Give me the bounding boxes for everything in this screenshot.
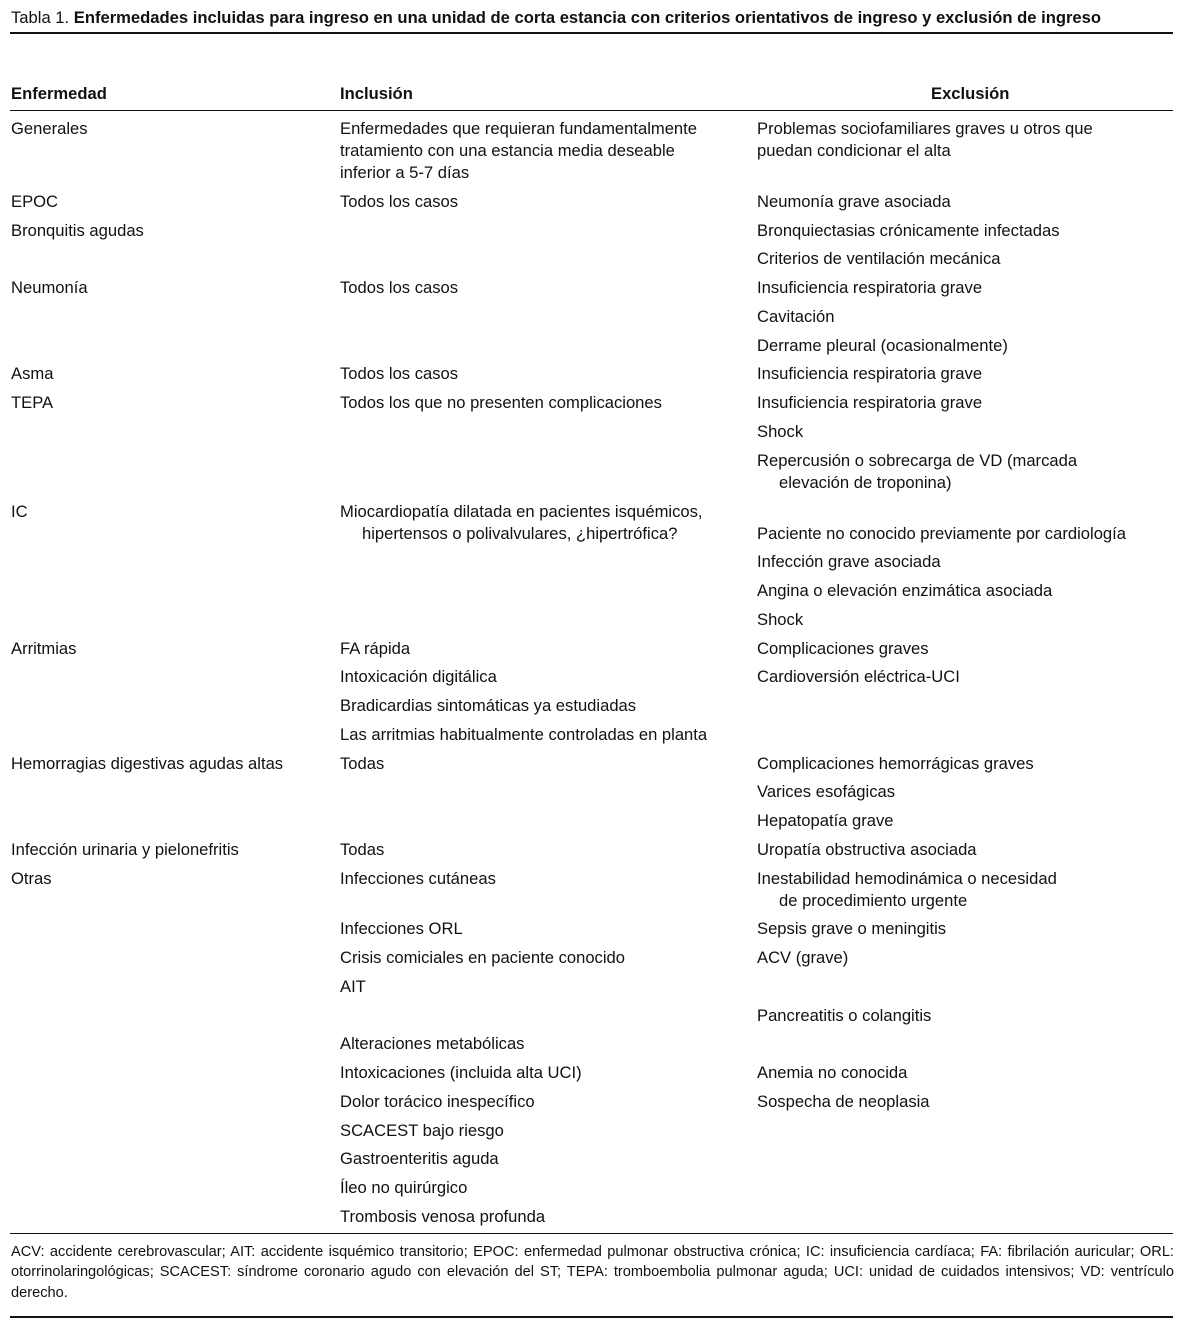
exclusion-generales-line2: puedan condicionar el alta	[757, 141, 951, 160]
inclusion-otras-7: Dolor torácico inespecífico	[340, 1092, 535, 1111]
inclusion-generales-line2: tratamiento con una estancia media deseable	[340, 141, 675, 160]
exclusion-ic-1: Paciente no conocido previamente por cardiología	[757, 524, 1126, 543]
exclusion-arritmias-2: Cardioversión eléctrica-UCI	[757, 667, 960, 686]
exclusion-otras-4: Pancreatitis o colangitis	[757, 1006, 932, 1025]
exclusion-hemorragias-2: Varices esofágicas	[757, 782, 896, 801]
exclusion-hemorragias-1: Complicaciones hemorrágicas graves	[757, 754, 1034, 773]
inclusion-epoc: Todos los casos	[340, 192, 459, 211]
disease-epoc: EPOC	[11, 192, 59, 211]
header-rule	[10, 110, 1173, 111]
inclusion-otras-1: Infecciones cutáneas	[340, 869, 496, 888]
exclusion-arritmias-1: Complicaciones graves	[757, 639, 929, 658]
inclusion-generales-line1: Enfermedades que requieran fundamentalmente	[340, 119, 698, 138]
column-header-exclusion: Exclusión	[931, 84, 1010, 103]
inclusion-infeccion-urinaria: Todas	[340, 840, 385, 859]
disease-generales: Generales	[11, 119, 88, 138]
inclusion-otras-5: Alteraciones metabólicas	[340, 1034, 525, 1053]
exclusion-neumonia-2: Cavitación	[757, 307, 835, 326]
table-footnote: ACV: accidente cerebrovascular; AIT: accidente isquémico transitorio; EPOC: enfermedad pulmonar obstructiva crónica; IC: insuficiencia cardíaca; FA: fibrilación auricular; ORL: otorrinolaringológicas; SCACEST: síndrome coronario agudo con elevación del ST; TEPA: tromboembolia pulmonar aguda; UCI: unidad de cuidados intensivos; VD: ventrículo derecho.	[11, 1244, 1174, 1301]
inclusion-otras-6: Intoxicaciones (incluida alta UCI)	[340, 1063, 582, 1082]
exclusion-ic-3: Angina o elevación enzimática asociada	[757, 581, 1053, 600]
inclusion-otras-8: SCACEST bajo riesgo	[340, 1121, 504, 1140]
exclusion-ic-4: Shock	[757, 610, 804, 629]
exclusion-epoc-2: Bronquiectasias crónicamente infectadas	[757, 221, 1060, 240]
exclusion-otras-2: Sepsis grave o meningitis	[757, 919, 947, 938]
top-rule	[10, 32, 1173, 34]
exclusion-asma: Insuficiencia respiratoria grave	[757, 364, 983, 383]
inclusion-otras-2: Infecciones ORL	[340, 919, 463, 938]
exclusion-neumonia-1: Insuficiencia respiratoria grave	[757, 278, 983, 297]
exclusion-otras-3: ACV (grave)	[757, 948, 849, 967]
disease-neumonia: Neumonía	[11, 278, 88, 297]
exclusion-otras-1-line2: de procedimiento urgente	[779, 891, 968, 910]
exclusion-otras-1-line1: Inestabilidad hemodinámica o necesidad	[757, 869, 1057, 888]
inclusion-otras-10: Íleo no quirúrgico	[340, 1178, 468, 1197]
column-header-inclusion: Inclusión	[340, 84, 413, 103]
inclusion-hemorragias: Todas	[340, 754, 385, 773]
caption-label: Tabla 1.	[11, 8, 70, 27]
exclusion-neumonia-3: Derrame pleural (ocasionalmente)	[757, 336, 1008, 355]
exclusion-tepa-2: Shock	[757, 422, 804, 441]
exclusion-infeccion-urinaria: Uropatía obstructiva asociada	[757, 840, 977, 859]
inclusion-ic-line1: Miocardiopatía dilatada en pacientes isquémicos,	[340, 502, 703, 521]
caption-title: Enfermedades incluidas para ingreso en una unidad de corta estancia con criterios orientativos de ingreso y exclusión de ingreso	[73, 8, 1102, 27]
exclusion-otras-6: Sospecha de neoplasia	[757, 1092, 930, 1111]
inclusion-arritmias-1: FA rápida	[340, 639, 411, 658]
footer-rule	[10, 1233, 1173, 1234]
inclusion-generales-line3: inferior a 5-7 días	[340, 163, 470, 182]
disease-infeccion-urinaria: Infección urinaria y pielonefritis	[11, 840, 239, 859]
inclusion-otras-3: Crisis comiciales en paciente conocido	[340, 948, 625, 967]
exclusion-tepa-1: Insuficiencia respiratoria grave	[757, 393, 983, 412]
exclusion-hemorragias-3: Hepatopatía grave	[757, 811, 894, 830]
inclusion-arritmias-4: Las arritmias habitualmente controladas en planta	[340, 725, 708, 744]
disease-asma: Asma	[11, 364, 54, 383]
inclusion-ic-line2: hipertensos o polivalvulares, ¿hipertrófica?	[362, 524, 678, 543]
bottom-rule	[10, 1316, 1173, 1318]
exclusion-tepa-3-line1: Repercusión o sobrecarga de VD (marcada	[757, 451, 1078, 470]
exclusion-epoc-1: Neumonía grave asociada	[757, 192, 951, 211]
disease-arritmias: Arritmias	[11, 639, 77, 658]
inclusion-arritmias-3: Bradicardias sintomáticas ya estudiadas	[340, 696, 637, 715]
disease-hemorragias: Hemorragias digestivas agudas altas	[11, 754, 284, 773]
inclusion-otras-11: Trombosis venosa profunda	[340, 1207, 546, 1226]
exclusion-generales-line1: Problemas sociofamiliares graves u otros que	[757, 119, 1093, 138]
disease-ic: IC	[11, 502, 28, 521]
disease-bronquitis: Bronquitis agudas	[11, 221, 144, 240]
exclusion-epoc-3: Criterios de ventilación mecánica	[757, 249, 1001, 268]
inclusion-otras-4: AIT	[340, 977, 366, 996]
table-caption	[11, 8, 1176, 28]
disease-tepa: TEPA	[11, 393, 54, 412]
inclusion-neumonia: Todos los casos	[340, 278, 459, 297]
exclusion-ic-2: Infección grave asociada	[757, 552, 941, 571]
inclusion-arritmias-2: Intoxicación digitálica	[340, 667, 497, 686]
exclusion-tepa-3-line2: elevación de troponina)	[779, 473, 952, 492]
exclusion-otras-5: Anemia no conocida	[757, 1063, 908, 1082]
inclusion-asma: Todos los casos	[340, 364, 459, 383]
disease-otras: Otras	[11, 869, 52, 888]
inclusion-tepa: Todos los que no presenten complicaciones	[340, 393, 662, 412]
column-header-enfermedad: Enfermedad	[11, 84, 107, 103]
inclusion-otras-9: Gastroenteritis aguda	[340, 1149, 499, 1168]
